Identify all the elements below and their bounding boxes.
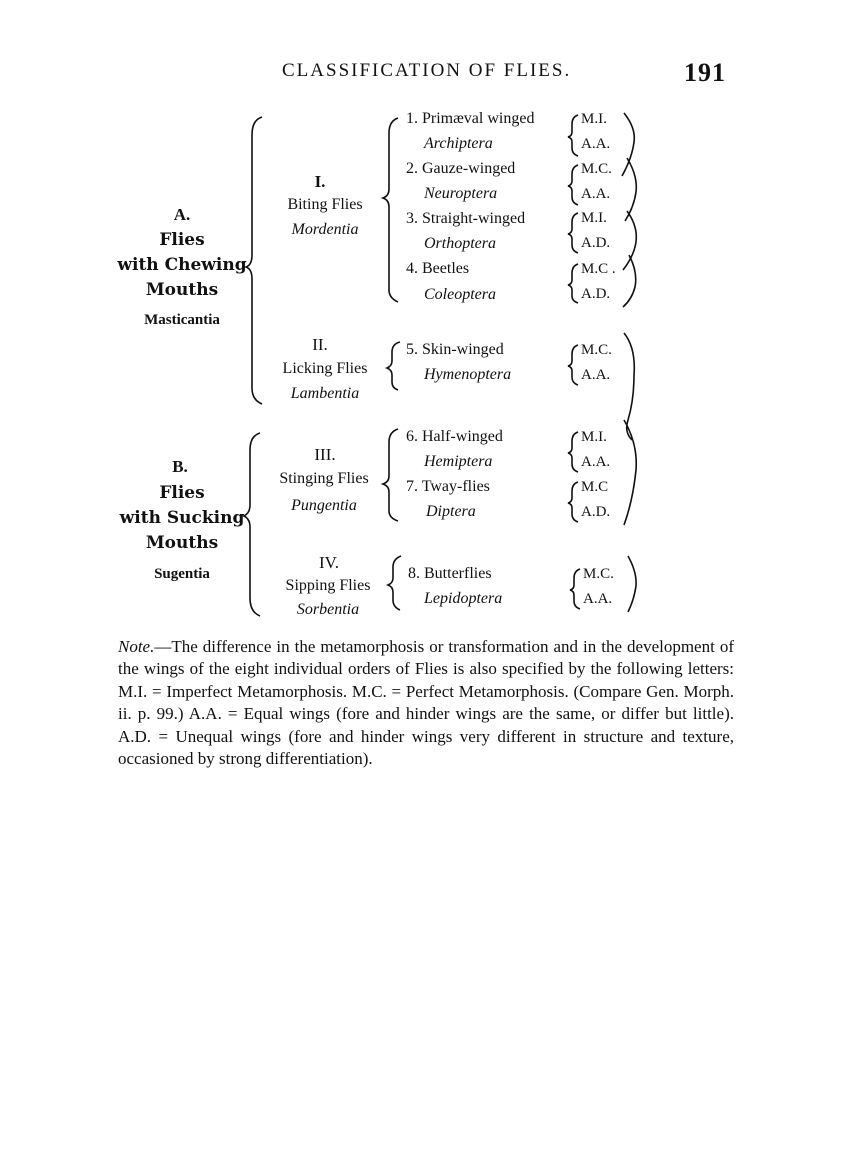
pair-brace-7 bbox=[568, 482, 578, 522]
order-1-name: 1. Primæval winged bbox=[406, 110, 535, 127]
right-bracket-6 bbox=[624, 420, 636, 525]
note-paragraph bbox=[118, 636, 734, 770]
group-ii-numeral: II. bbox=[312, 335, 328, 354]
order-8-wings: A.A. bbox=[583, 591, 613, 607]
order-7-wings: A.D. bbox=[581, 504, 611, 520]
order-1-wings: A.A. bbox=[581, 136, 611, 152]
pair-brace-6 bbox=[568, 432, 578, 472]
division-b-line3: Mouths bbox=[145, 533, 219, 553]
order-4-name: 4. Beetles bbox=[406, 260, 470, 277]
division-b-letter: B. bbox=[172, 457, 188, 476]
division-a-letter: A. bbox=[173, 205, 191, 224]
group-ii-name: Licking Flies bbox=[282, 360, 368, 377]
group-i-name: Biting Flies bbox=[287, 196, 363, 213]
pair-brace-4 bbox=[568, 264, 578, 303]
order-4-wings: A.D. bbox=[581, 286, 611, 302]
order-7-name: 7. Tway-flies bbox=[406, 478, 490, 495]
order-3-wings: A.D. bbox=[581, 235, 611, 251]
division-b-line1: Flies bbox=[159, 483, 205, 503]
running-header: CLASSIFICATION OF FLIES. bbox=[282, 60, 572, 81]
order-8-name: 8. Butterflies bbox=[408, 565, 492, 582]
group-iii-name: Stinging Flies bbox=[279, 470, 369, 487]
division-a-line1: Flies bbox=[159, 230, 205, 250]
order-5-name: 5. Skin-winged bbox=[406, 341, 504, 358]
order-3-meta: M.I. bbox=[581, 210, 607, 226]
group-iv-name: Sipping Flies bbox=[285, 577, 371, 594]
pair-brace-1 bbox=[568, 115, 578, 156]
order-2-latin: Neuroptera bbox=[424, 185, 498, 202]
order-4-meta: M.C . bbox=[581, 261, 616, 277]
order-7-latin: Diptera bbox=[426, 503, 476, 520]
order-4-latin: Coleoptera bbox=[424, 286, 496, 303]
page-number: 191 bbox=[684, 58, 726, 87]
right-bracket-4 bbox=[623, 255, 636, 307]
order-8-meta: M.C. bbox=[583, 566, 614, 582]
group-iv-latin: Sorbentia bbox=[296, 601, 360, 618]
note-text: —The difference in the metamorphosis or transformation and in the development of the wings of the eight individual orders of Flies is also specified by the following letters: M.I. = Imperfect Metamorphosis. M.C. = Perfect Metamorphosis. (Compare Gen. Morph. ii. p. 99.) A.A. = Equal wings (fore and hinder wings are the same, or differ but little). A.D. = Unequal wings (fore and hinder wings very different in structure and texture, occasioned by strong differentiation). bbox=[118, 637, 734, 769]
pair-brace-2 bbox=[568, 165, 578, 205]
right-bracket-7 bbox=[628, 556, 636, 612]
group-i-numeral: I. bbox=[314, 172, 326, 191]
group-iii-numeral: III. bbox=[314, 445, 336, 464]
division-a-line3: Mouths bbox=[145, 280, 219, 300]
order-1-meta: M.I. bbox=[581, 111, 607, 127]
order-5-latin: Hymenoptera bbox=[424, 366, 512, 383]
order-2-name: 2. Gauze-winged bbox=[406, 160, 516, 177]
order-3-latin: Orthoptera bbox=[424, 235, 496, 252]
note-label: Note. bbox=[118, 637, 155, 656]
group-iii-latin: Pungentia bbox=[291, 497, 357, 514]
pair-brace-5 bbox=[568, 345, 578, 385]
order-6-latin: Hemiptera bbox=[424, 453, 493, 470]
division-b-line2: with Sucking bbox=[119, 508, 245, 528]
order-3-name: 3. Straight-winged bbox=[406, 210, 526, 227]
right-bracket-1 bbox=[622, 113, 634, 176]
division-a-latin: Masticantia bbox=[144, 312, 220, 328]
order-1-latin: Archiptera bbox=[424, 135, 493, 152]
order-7-meta: M.C bbox=[581, 479, 609, 495]
order-2-wings: A.A. bbox=[581, 186, 611, 202]
brace-group-i bbox=[383, 118, 398, 302]
order-5-meta: M.C. bbox=[581, 342, 612, 358]
pair-brace-3 bbox=[568, 213, 578, 253]
division-b-latin: Sugentia bbox=[154, 566, 210, 582]
order-2-meta: M.C. bbox=[581, 161, 612, 177]
order-6-name: 6. Half-winged bbox=[406, 428, 503, 445]
group-ii-latin: Lambentia bbox=[290, 385, 360, 402]
group-i-latin: Mordentia bbox=[291, 221, 359, 238]
order-6-meta: M.I. bbox=[581, 429, 607, 445]
order-8-latin: Lepidoptera bbox=[424, 590, 503, 607]
order-6-wings: A.A. bbox=[581, 454, 611, 470]
brace-group-ii bbox=[387, 342, 400, 390]
group-iv-numeral: IV. bbox=[319, 553, 339, 572]
division-a-line2: with Chewing bbox=[117, 255, 247, 275]
order-5-wings: A.A. bbox=[581, 367, 611, 383]
pair-brace-8 bbox=[570, 569, 580, 609]
